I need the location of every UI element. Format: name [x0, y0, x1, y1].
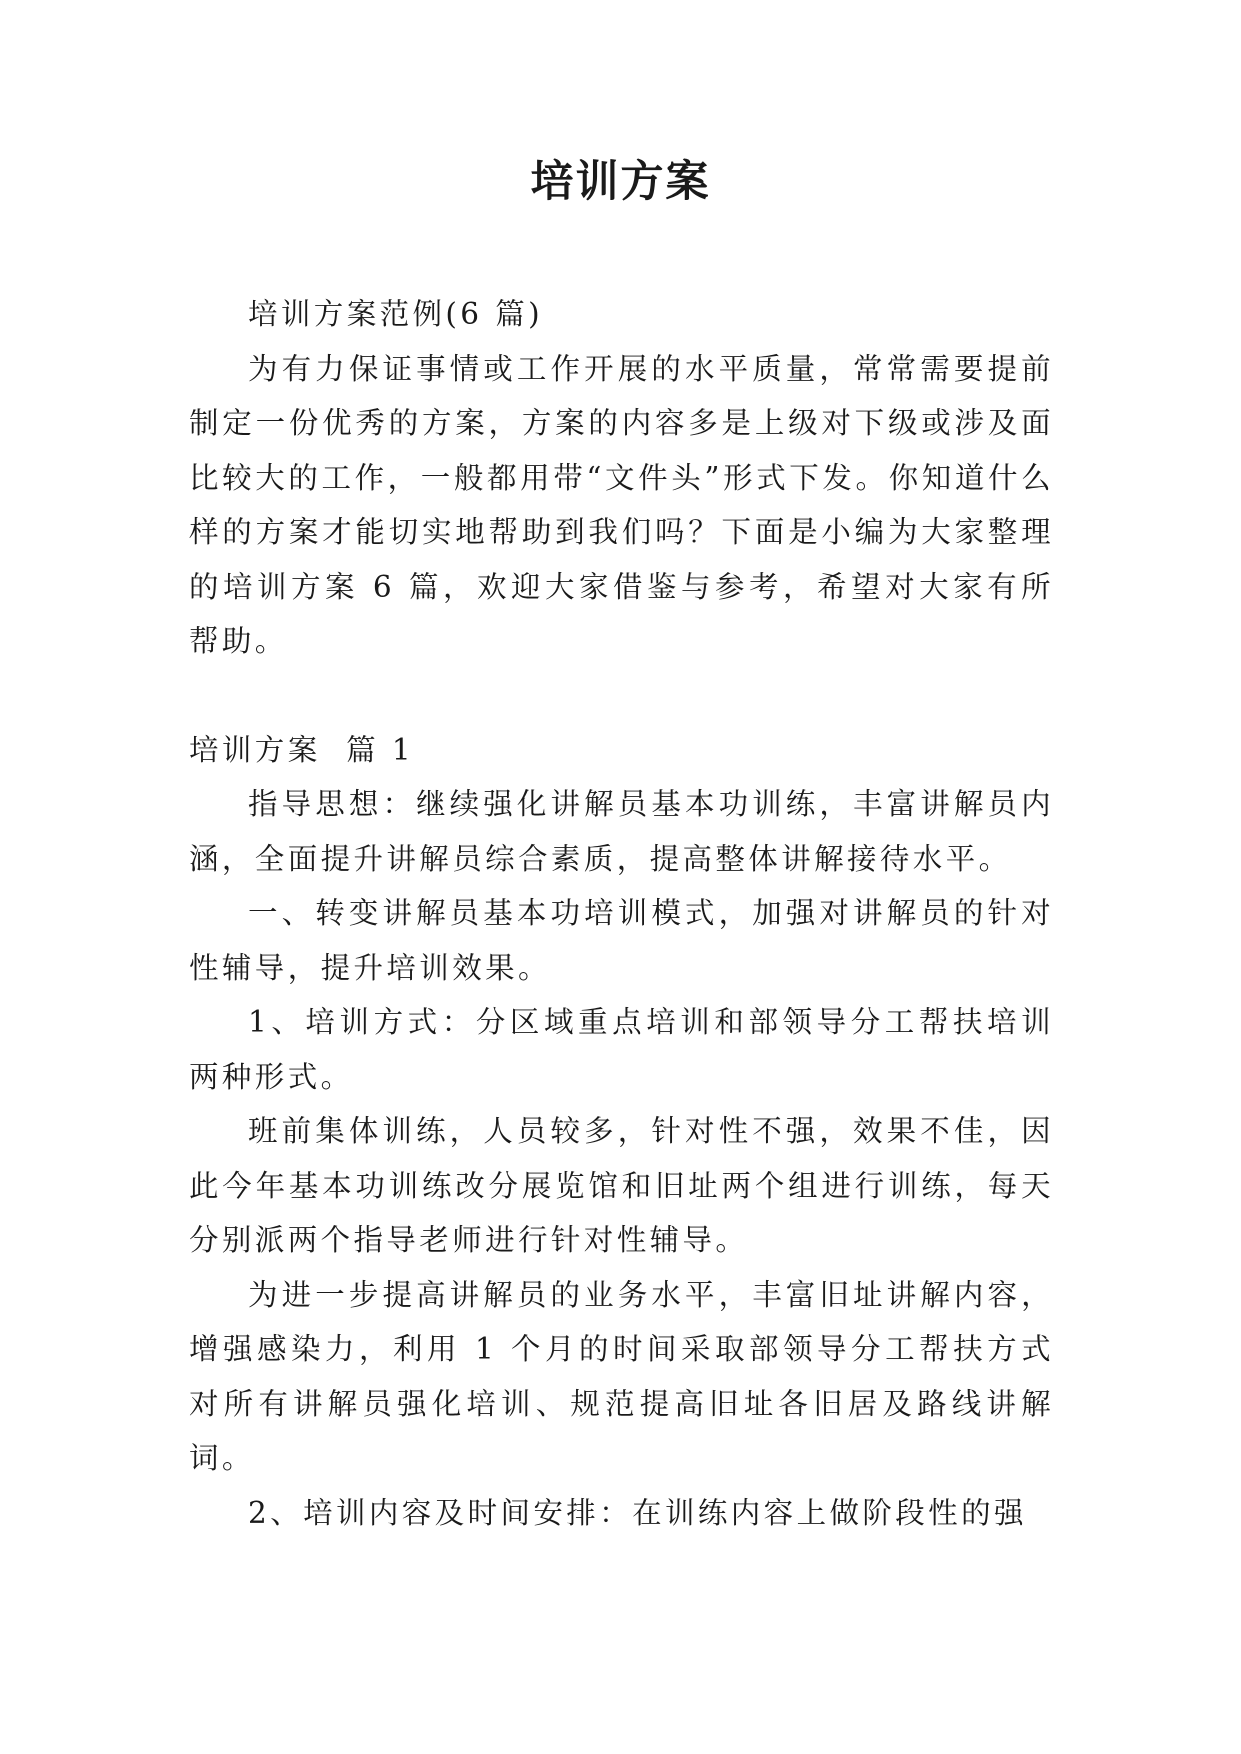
body-paragraph: 指导思想：继续强化讲解员基本功训练，丰富讲解员内涵，全面提升讲解员综合素质，提高整体讲解接待水平。 — [189, 787, 1054, 876]
intro-paragraph: 为有力保证事情或工作开展的水平质量，常常需要提前制定一份优秀的方案，方案的内容多是上级对下级或涉及面比较大的工作，一般都用带“文件头”形式下发。你知道什么样的方案才能切实地帮助到我们吗？下面是小编为大家整理的培训方案 6 篇，欢迎大家借鉴与参考，希望对大家有所帮助。 — [189, 351, 1054, 658]
section-heading: 培训方案 篇 1 — [189, 732, 415, 767]
body-paragraph: 1、培训方式：分区域重点培训和部领导分工帮扶培训两种形式。 — [189, 1005, 1054, 1094]
body-paragraph: 班前集体训练，人员较多，针对性不强，效果不佳，因此今年基本功训练改分展览馆和旧址两个组进行训练，每天分别派两个指导老师进行针对性辅导。 — [189, 1114, 1054, 1257]
document-subtitle: 培训方案范例(6 篇) — [248, 297, 544, 331]
document-body — [189, 287, 1054, 1540]
body-paragraph: 2、培训内容及时间安排：在训练内容上做阶段性的强 — [248, 1495, 1027, 1530]
document-title: 培训方案 — [530, 157, 711, 207]
body-paragraph: 一、转变讲解员基本功培训模式，加强对讲解员的针对性辅导，提升培训效果。 — [189, 896, 1054, 985]
body-paragraph: 为进一步提高讲解员的业务水平，丰富旧址讲解内容，增强感染力，利用 1 个月的时间采取部领导分工帮扶方式对所有讲解员强化培训、规范提高旧址各旧居及路线讲解词。 — [189, 1277, 1054, 1475]
section-spacer — [189, 669, 1054, 723]
